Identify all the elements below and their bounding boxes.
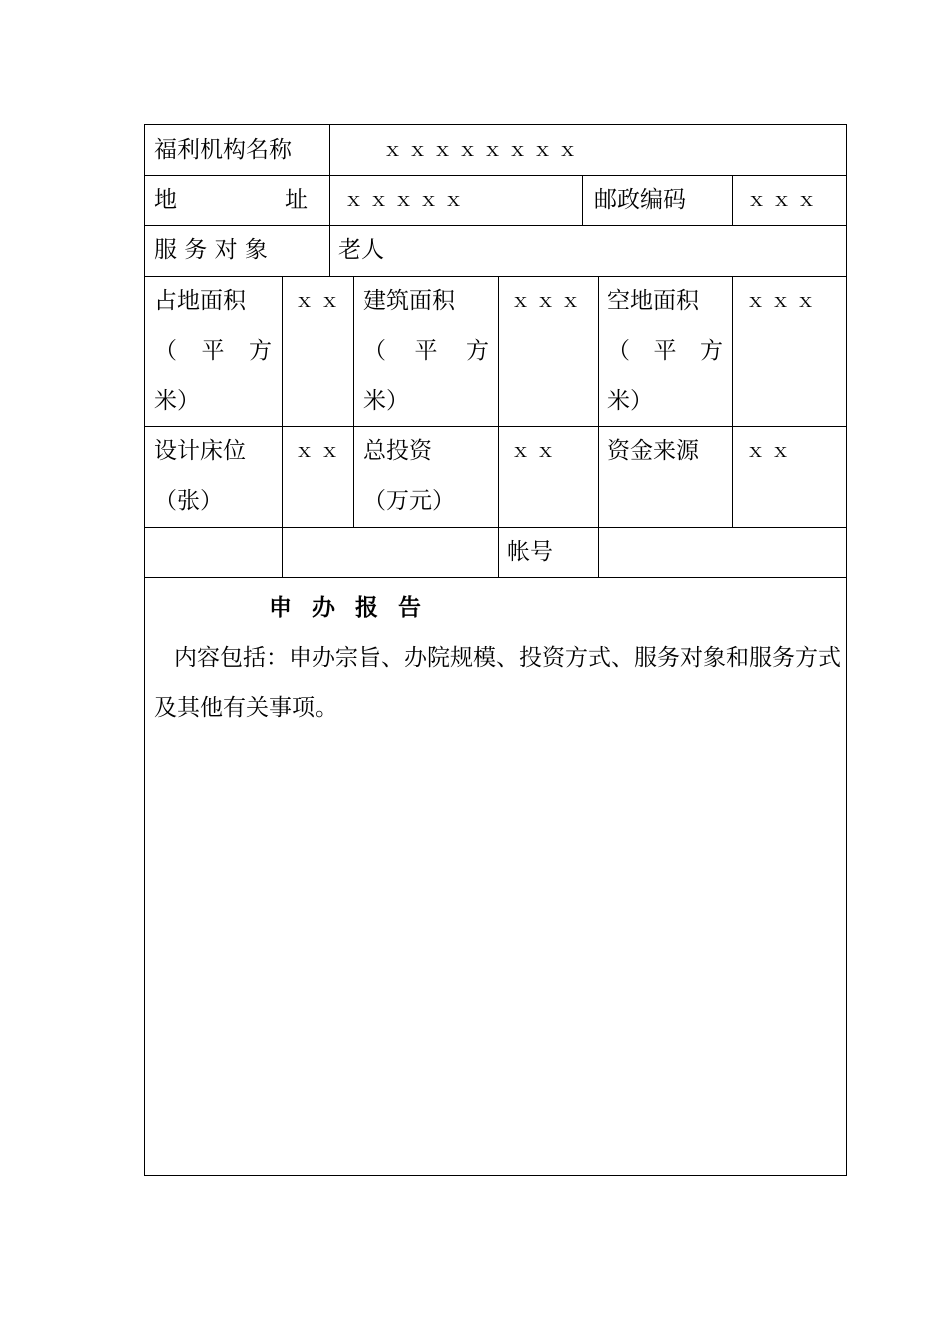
application-form <box>144 124 847 1176</box>
open-area-label-line1: 空地面积 <box>607 288 699 314</box>
label-part: 方 <box>249 338 272 364</box>
open-area-label-line3: 米） <box>607 388 653 414</box>
postal-code-label: 邮政编码 <box>594 187 686 213</box>
column-divider <box>732 276 733 527</box>
row-divider <box>145 577 846 578</box>
land-area-label <box>154 276 272 426</box>
row-divider <box>145 426 846 427</box>
land-area-label-line3: 米） <box>154 388 200 414</box>
postal-code-value: ｘｘｘ <box>747 189 823 211</box>
land-area-label-line2 <box>154 326 272 376</box>
column-divider <box>732 175 733 225</box>
column-divider <box>353 276 354 527</box>
design-beds-label-line1: 设计床位 <box>154 438 246 464</box>
total-investment-label-line1: 总投资 <box>363 438 432 464</box>
land-area-value: ｘｘ <box>295 290 346 312</box>
service-target-label: 服 务 对 象 <box>154 237 268 263</box>
design-beds-value: ｘｘ <box>295 440 346 462</box>
report-title: 申办报告 <box>269 595 441 621</box>
row-divider <box>145 527 846 528</box>
design-beds-label <box>154 426 246 526</box>
label-part: 平 <box>414 338 438 364</box>
label-part: 平 <box>653 338 677 364</box>
fund-source-value: ｘｘ <box>746 440 797 462</box>
column-divider <box>282 276 283 577</box>
report-body: 内容包括：申办宗旨、办院规模、投资方式、服务对象和服务方式及其他有关事项。 <box>154 645 841 721</box>
open-area-label <box>607 276 723 426</box>
label-part: 方 <box>466 338 489 364</box>
address-label-right: 址 <box>285 187 308 213</box>
institution-name-value: ｘｘｘｘｘｘｘｘ <box>383 139 584 161</box>
address-label-left: 地 <box>154 187 177 213</box>
service-target-value: 老人 <box>338 237 384 263</box>
open-area-value: ｘｘｘ <box>746 290 822 312</box>
label-part: （ <box>154 338 177 364</box>
fund-source-label: 资金来源 <box>607 438 699 464</box>
building-area-label <box>363 276 489 426</box>
label-part: （ <box>363 338 386 364</box>
institution-name-label: 福利机构名称 <box>154 137 292 163</box>
column-divider <box>498 276 499 577</box>
label-part: 方 <box>700 338 723 364</box>
building-area-label-line1: 建筑面积 <box>363 288 455 314</box>
total-investment-value: ｘｘ <box>511 440 562 462</box>
building-area-label-line3: 米） <box>363 388 409 414</box>
column-divider <box>329 125 330 276</box>
column-divider <box>582 175 583 225</box>
label-part: （ <box>607 338 630 364</box>
design-beds-label-line2: （张） <box>154 488 223 514</box>
total-investment-label-line2: （万元） <box>363 488 455 514</box>
open-area-label-line2 <box>607 326 723 376</box>
building-area-label-line2 <box>363 326 489 376</box>
land-area-label-line1: 占地面积 <box>154 288 246 314</box>
label-part: 平 <box>201 338 225 364</box>
account-label: 帐号 <box>507 539 553 565</box>
building-area-value: ｘｘｘ <box>511 290 587 312</box>
total-investment-label <box>363 426 455 526</box>
address-label <box>154 175 308 225</box>
column-divider <box>598 276 599 577</box>
address-value: ｘｘｘｘｘ <box>344 189 470 211</box>
